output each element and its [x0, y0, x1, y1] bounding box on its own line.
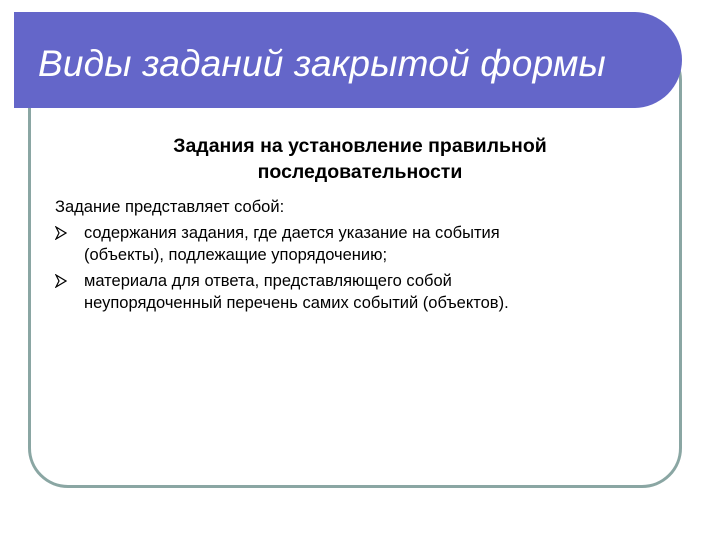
- arrowhead-bullet-icon: [55, 226, 67, 240]
- title-underline: [34, 108, 652, 110]
- list-item-line-2: (объекты), подлежащие упорядочению;: [84, 246, 388, 264]
- list-item: [55, 222, 655, 266]
- arrowhead-bullet-icon: [55, 274, 67, 288]
- heading-line-2: последовательности: [257, 161, 463, 183]
- list-item-line-2: неупорядоченный перечень самих событий (объектов).: [84, 294, 509, 312]
- title-bar: [14, 12, 682, 108]
- heading-line-1: Задания на установление правильной: [173, 135, 547, 157]
- slide-body: [55, 196, 655, 314]
- intro-text: Задание представляет собой:: [55, 198, 285, 216]
- list-item-line-1: содержания задания, где дается указание на события: [84, 224, 500, 242]
- list-item: [55, 270, 655, 314]
- slide-heading: [60, 133, 660, 185]
- list-item-line-1: материала для ответа, представляющего собой: [84, 272, 452, 290]
- slide-title: Виды заданий закрытой формы: [38, 43, 606, 84]
